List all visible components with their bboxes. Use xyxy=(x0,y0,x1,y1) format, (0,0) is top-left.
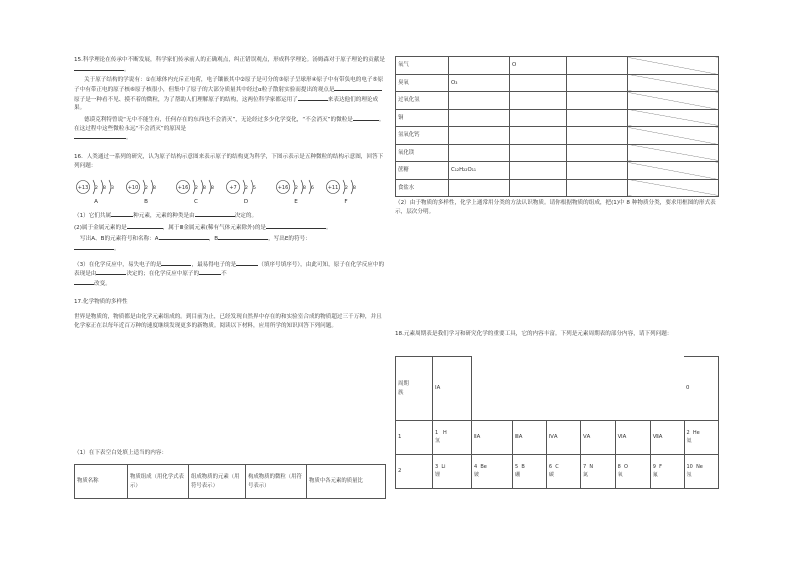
pt-group-7a: ⅦA xyxy=(650,421,684,455)
cell-elements[interactable] xyxy=(510,109,567,127)
cell-elements: O xyxy=(510,57,567,75)
shell-electron-count: 8 xyxy=(353,186,356,192)
pt-cell-O xyxy=(615,455,650,489)
nucleus-charge: +10 xyxy=(127,185,139,192)
pt-cell-Ne xyxy=(684,455,719,489)
pt-group-5a: ⅤA xyxy=(580,421,615,455)
shell-electron-count: 2 xyxy=(95,186,98,192)
pt-cell-N xyxy=(580,455,615,489)
q16-part-2: (2)属于金属元素的是 ，属于Ⅲ金属元素(稀有气体元素除外)的是 。 xyxy=(74,224,332,231)
table-row xyxy=(396,179,719,197)
pt-group-6a: ⅥA xyxy=(615,421,650,455)
q15-paragraph-2: 德谟克利特曾说“无中不能生有，任何存在的东西也不会消灭”，无论经过多少化学变化，“不会消灭”的微粒是 。在这过程中这些微粒永远“不会消灭”的原因是 。 xyxy=(74,116,385,142)
cell-particles[interactable] xyxy=(567,92,628,110)
cell-formula[interactable] xyxy=(449,144,510,162)
element-symbol: C xyxy=(555,463,559,470)
cell-mass-ratio[interactable] xyxy=(628,57,719,75)
cell-particles[interactable] xyxy=(567,162,628,180)
pt-cell-Li xyxy=(433,455,472,489)
cell-elements[interactable] xyxy=(510,74,567,92)
atom-diagram xyxy=(174,176,218,207)
nucleus-charge: +11 xyxy=(327,185,339,192)
atom-label: B xyxy=(144,199,148,206)
cell-name: 氧气 xyxy=(396,57,449,75)
header-mass-ratio: 物质中各元素的质量比 xyxy=(307,465,386,499)
cell-mass-ratio[interactable] xyxy=(628,92,719,110)
element-number: 4 xyxy=(474,463,478,470)
shell-electron-count: 2 xyxy=(145,186,148,192)
shell-electron-count: 2 xyxy=(295,186,298,192)
q17-title: 17.化学物质的多样性 xyxy=(74,299,128,306)
element-symbol: Be xyxy=(480,463,487,470)
cell-mass-ratio[interactable] xyxy=(628,109,719,127)
header-substance-name: 物质名称 xyxy=(75,465,128,499)
cell-elements[interactable] xyxy=(510,144,567,162)
atom-label: A xyxy=(94,199,98,206)
element-number: 5 xyxy=(514,463,519,470)
nucleus-charge: +16 xyxy=(177,185,189,192)
cell-formula[interactable] xyxy=(449,92,510,110)
cell-name: 铜 xyxy=(396,109,449,127)
cell-formula[interactable] xyxy=(449,179,510,197)
cell-formula[interactable] xyxy=(449,127,510,145)
shell-electron-count: 2 xyxy=(195,186,198,192)
element-name: 氖 xyxy=(686,471,692,478)
element-number: 9 xyxy=(652,463,656,470)
cell-name: 过氧化氢 xyxy=(396,92,449,110)
table-row xyxy=(396,92,719,110)
q17-part-2: （2）由于物质的多样性，化学上通常用分类的方法认识物质。请你根据物质的组成，把(1)中 8 种物质分类，要求用框图的形式表示，层次分明。 xyxy=(395,200,716,215)
pt-period-1: 1 xyxy=(396,421,433,455)
q16-title: 16．人类通过一系列的研究，认为原子结构示意图来表示原子的结构更为科学，下图示表示是五种微粒的结构示意图，回答下列问题： xyxy=(74,153,384,169)
q16-part-2b: 写出A、B的元素符号和名称：A ，B ，写出E的符号： 。 xyxy=(74,234,386,253)
cell-particles[interactable] xyxy=(567,179,628,197)
substance-table xyxy=(395,56,719,197)
pt-cell-F xyxy=(650,455,684,489)
pt-group-0: 0 xyxy=(684,357,719,421)
shell-electron-count: 2 xyxy=(245,186,248,192)
atom-label: F xyxy=(344,199,348,206)
element-name: 铍 xyxy=(474,471,480,478)
pt-gap xyxy=(472,357,685,421)
pt-group-1a: ⅠA xyxy=(433,357,472,421)
element-number: 6 xyxy=(548,463,553,470)
nucleus-charge: +16 xyxy=(277,185,289,192)
pt-cell-B xyxy=(512,455,546,489)
atom-diagram xyxy=(274,176,318,207)
periodic-table xyxy=(395,356,719,489)
cell-mass-ratio[interactable] xyxy=(628,162,719,180)
element-name: 锂 xyxy=(435,471,441,478)
q15-paragraph-1: 关于原子结构的学说有：①在球体内充斥正电荷，电子镶嵌其中②原子是可分的③原子呈球形④原子中有带负电的电子⑤原子中有带正电的原子核⑥原子核很小，但集中了原子的大部分质量其中经过α粒子散射实验而提出的观点是原子是一种看不见、摸不着的微粒，为了帮助人们理解原子的结构，这两位科学家都运用了 来表达他们的理论成果。 xyxy=(74,77,384,112)
q17-part-1: （1）在下表空白处填上适当的内容： xyxy=(74,450,168,456)
cell-mass-ratio[interactable] xyxy=(628,179,719,197)
element-name: 氟 xyxy=(652,471,658,478)
element-symbol: B xyxy=(521,463,525,470)
element-name: 碳 xyxy=(548,471,554,478)
pt-group-3a: ⅢA xyxy=(512,421,546,455)
cell-name: 臭氧 xyxy=(396,74,449,92)
cell-mass-ratio[interactable] xyxy=(628,144,719,162)
atom-label: E xyxy=(294,199,298,206)
atom-diagram xyxy=(224,176,268,207)
atom-diagram xyxy=(324,176,368,207)
shell-electron-count: 8 xyxy=(303,186,306,192)
pt-cell-H: 1 H 氢 xyxy=(433,421,472,455)
cell-name: 蔗糖 xyxy=(396,162,449,180)
shell-electron-count: 2 xyxy=(345,186,348,192)
table-row xyxy=(396,162,719,180)
table-row xyxy=(396,127,719,145)
element-number: 8 xyxy=(617,463,621,470)
cell-formula: C₁₂H₂₂O₁₁ xyxy=(449,162,510,180)
cell-particles[interactable] xyxy=(567,127,628,145)
substance-table-header xyxy=(74,464,386,499)
cell-particles[interactable] xyxy=(567,109,628,127)
element-name: 硼 xyxy=(514,471,520,478)
header-formula: 物质组成（用化学式表示） xyxy=(128,465,189,499)
table-row xyxy=(396,74,719,92)
shell-electron-count: 8 xyxy=(203,186,206,192)
pt-cell-Be xyxy=(472,455,513,489)
cell-mass-ratio[interactable] xyxy=(628,74,719,92)
element-name: 氮 xyxy=(582,471,588,478)
cell-formula: O₃ xyxy=(449,74,510,92)
atom-diagram xyxy=(74,176,118,207)
pt-cell-C xyxy=(546,455,580,489)
element-symbol: N xyxy=(589,463,594,470)
pt-group-2a: ⅡA xyxy=(472,421,513,455)
element-symbol: Li xyxy=(441,463,446,470)
cell-name: 食盐水 xyxy=(396,179,449,197)
nucleus-charge: +7 xyxy=(229,185,237,192)
atom-label: C xyxy=(194,199,198,206)
element-symbol: O xyxy=(624,463,628,470)
cell-name: 氢氧化钙 xyxy=(396,127,449,145)
header-particles: 构成物质的微粒（用符号表示） xyxy=(246,465,307,499)
header-elements: 组成物质的元素（用符号表示） xyxy=(189,465,246,499)
cell-mass-ratio[interactable] xyxy=(628,127,719,145)
pt-corner: 周期 族 xyxy=(396,357,433,421)
pt-period-2: 2 xyxy=(396,455,433,489)
shell-electron-count: 8 xyxy=(211,186,214,192)
table-row xyxy=(396,57,719,75)
left-column xyxy=(74,56,386,332)
cell-elements[interactable] xyxy=(510,179,567,197)
atom-diagrams xyxy=(74,176,386,207)
shell-electron-count: 5 xyxy=(253,186,256,192)
cell-name: 氧化镁 xyxy=(396,144,449,162)
shell-electron-count: 8 xyxy=(153,186,156,192)
cell-formula[interactable] xyxy=(449,57,510,75)
pt-group-4a: ⅣA xyxy=(546,421,580,455)
pt-cell-He: 2 He 氦 xyxy=(684,421,719,455)
cell-particles[interactable] xyxy=(567,144,628,162)
table-row xyxy=(396,109,719,127)
element-number: 7 xyxy=(582,463,587,470)
atom-label: D xyxy=(243,199,249,206)
q18-title: 18.元素周期表是我们学习和研究化学的重要工具，它的内容丰富。下列是元素周期表的部分内容，请下列问题： xyxy=(395,331,673,337)
element-number: 10 xyxy=(686,463,693,470)
atom-diagram xyxy=(124,176,168,207)
shell-electron-count: 3 xyxy=(111,186,114,192)
q16-part-3: （3）在化学反应中，易失电子的是 ，最易得电子的是 （填序号填序号），由此可知，原子在化学反应中的表现是由 决定的；在化学反应中原子的 不 改变。 xyxy=(74,261,385,287)
nucleus-charge: +13 xyxy=(77,185,89,192)
q15-title: 15.科学理论在传承中不断发展，科学家们传承前人的正确观点，纠正错误观点，形成科学理论。汤姆森对于原子理论的贡献是。 xyxy=(74,57,385,73)
q16-part-1: （1）它们共属 种元素，元素的种类是由 决定的。 xyxy=(74,212,258,219)
cell-elements[interactable] xyxy=(510,127,567,145)
table-row xyxy=(396,144,719,162)
shell-electron-count: 8 xyxy=(103,186,106,192)
shell-electron-count: 6 xyxy=(311,186,314,192)
cell-particles[interactable] xyxy=(567,57,628,75)
cell-particles[interactable] xyxy=(567,74,628,92)
cell-elements[interactable] xyxy=(510,162,567,180)
element-name: 氧 xyxy=(617,471,623,478)
element-symbol: Ne xyxy=(696,463,703,470)
cell-elements[interactable] xyxy=(510,92,567,110)
q17-paragraph: 世界是物质的，物质都是由化学元素组成的。到目前为止，已经发现自然界中存在的和实验室合成的物质超过三千万种，并且化学家正在以每年近百万种的速度继续发现更多的新物质。阅读以下材料，应用所学的知识回答下列问题。 xyxy=(74,314,382,329)
cell-formula[interactable] xyxy=(449,109,510,127)
element-symbol: F xyxy=(659,463,662,470)
element-number: 3 xyxy=(435,463,439,470)
